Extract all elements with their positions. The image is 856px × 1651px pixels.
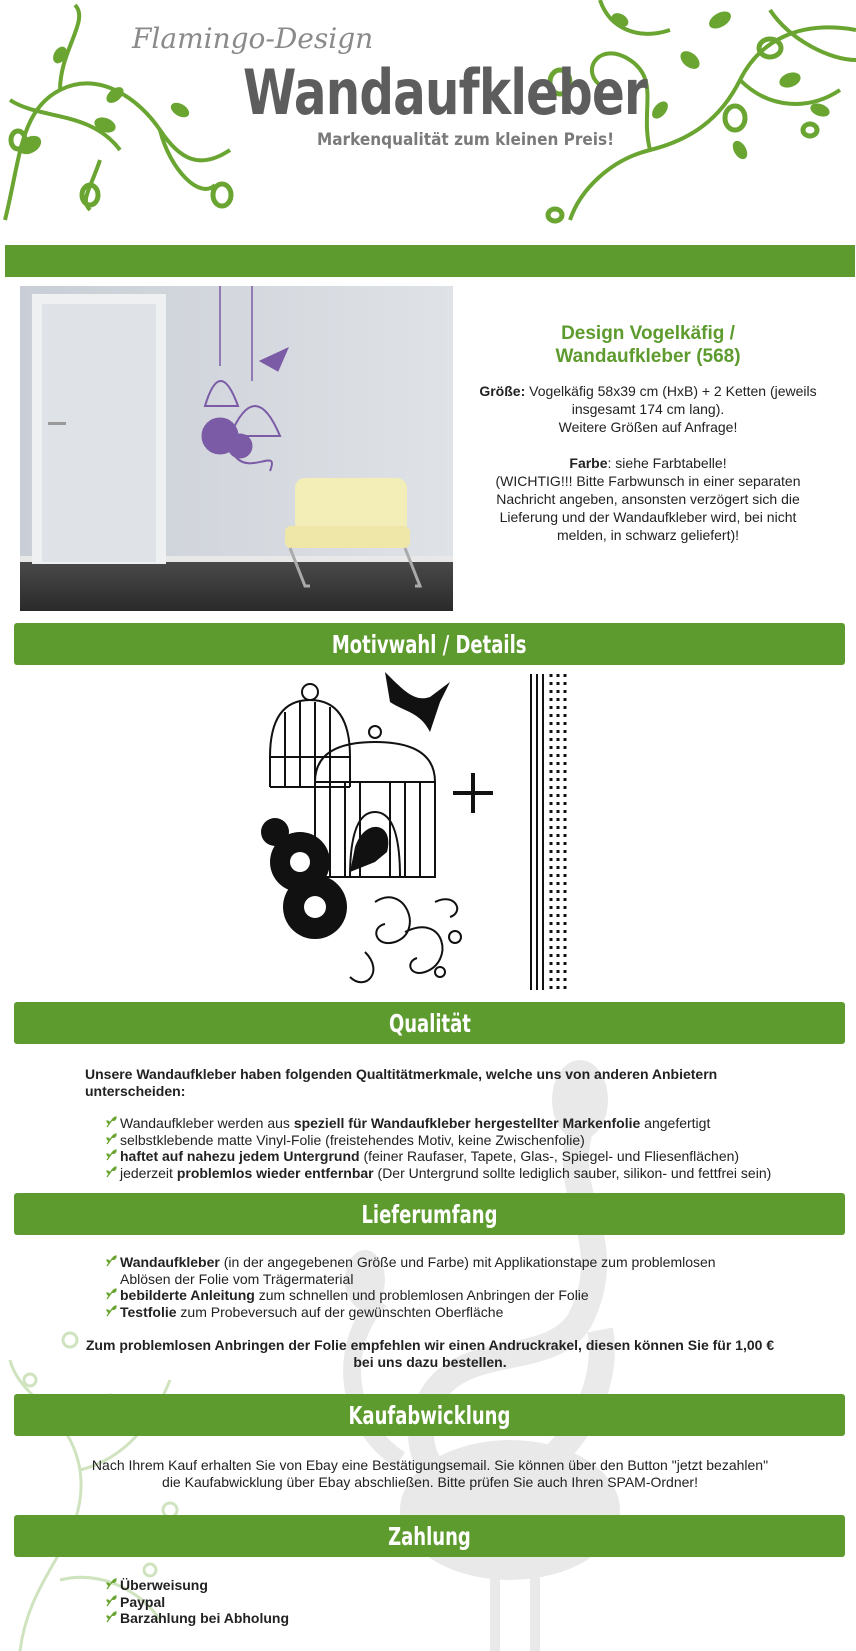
process-text: Nach Ihrem Kauf erhalten Sie von Ebay eine Bestätigungsemail. Sie können über den Button "jetzt bezahlen" die Kaufabwicklung über Ebay abschließen. Bitte prüfen Sie auch Ihren SPAM-Ordner!: [91, 1457, 769, 1490]
list-item: Wandaufkleber (in der angegebenen Größe und Farbe) mit Applikationstape zum problemlosen Ablösen der Folie vom Trägermaterial: [106, 1254, 766, 1287]
section-header-process: Kaufabwicklung: [14, 1394, 845, 1436]
list-item: selbstklebende matte Vinyl-Folie (freistehendes Motiv, keine Zwischenfolie): [106, 1132, 836, 1149]
quality-list: [106, 1115, 836, 1181]
section-header-motif: Motivwahl / Details: [14, 623, 845, 665]
list-item: bebilderte Anleitung zum schnellen und problemlosen Anbringen der Folie: [106, 1287, 766, 1304]
leaf-icon: [106, 1149, 117, 1161]
product-title-line1: Design Vogelkäfig /: [561, 323, 735, 344]
size-text: Vogelkäfig 58x39 cm (HxB) + 2 Ketten (jeweils insgesamt 174 cm lang).: [525, 383, 817, 417]
list-item: Paypal: [106, 1594, 506, 1611]
leaf-icon: [106, 1578, 117, 1590]
delivery-list: [106, 1254, 766, 1320]
list-item: Wandaufkleber werden aus speziell für Wandaufkleber hergestellter Markenfolie angefertigt: [106, 1115, 836, 1132]
brand-script: Flamingo-Design: [132, 22, 374, 55]
green-divider-bar: [5, 245, 855, 277]
list-item: Überweisung: [106, 1577, 506, 1594]
leaf-icon: [106, 1255, 117, 1267]
header-banner: [0, 0, 856, 235]
color-text: : siehe Farbtabelle!: [607, 455, 727, 471]
motif-illustration: [255, 672, 615, 992]
leaf-icon: [106, 1595, 117, 1607]
section-header-payment: Zahlung: [14, 1515, 845, 1557]
color-label: Farbe: [569, 455, 608, 471]
brand-tagline: Markenqualität zum kleinen Preis!: [317, 130, 615, 150]
section-header-delivery: Lieferumfang: [14, 1193, 845, 1235]
leaf-icon: [106, 1611, 117, 1623]
list-item: jederzeit problemlos wieder entfernbar (Der Untergrund sollte lediglich sauber, silikon- und fettfrei sein): [106, 1165, 836, 1182]
leaf-icon: [106, 1133, 117, 1145]
size-label: Größe:: [479, 383, 526, 399]
size-more: Weitere Größen auf Anfrage!: [558, 419, 738, 435]
product-info: [473, 382, 823, 544]
section-header-quality: Qualität: [14, 1002, 845, 1044]
product-title-line2: Wandaufkleber (568): [555, 346, 741, 367]
brand-title: Wandaufkleber: [243, 56, 648, 129]
leaf-icon: [106, 1116, 117, 1128]
color-note: (WICHTIG!!! Bitte Farbwunsch in einer separaten Nachricht angeben, ansonsten verzögert sich die Lieferung und der Wandaufkleber wird, bei nicht melden, in schwarz geliefert)!: [495, 473, 801, 543]
leaf-icon: [106, 1288, 117, 1300]
quality-intro: Unsere Wandaufkleber haben folgenden Qualtitätmerkmale, welche uns von anderen Anbietern unterscheiden:: [85, 1066, 718, 1099]
delivery-note: Zum problemlosen Anbringen der Folie empfehlen wir einen Andruckrakel, diesen können Sie für 1,00 € bei uns dazu bestellen.: [85, 1337, 775, 1370]
leaf-icon: [106, 1305, 117, 1317]
product-title: [473, 322, 823, 368]
list-item: Barzahlung bei Abholung: [106, 1610, 506, 1627]
product-photo: [20, 286, 453, 611]
payment-list: [106, 1577, 506, 1627]
list-item: Testfolie zum Probeversuch auf der gewünschten Oberfläche: [106, 1304, 766, 1321]
leaf-icon: [106, 1166, 117, 1178]
list-item: haftet auf nahezu jedem Untergrund (feiner Raufaser, Tapete, Glas-, Spiegel- und Fliesenflächen): [106, 1148, 836, 1165]
